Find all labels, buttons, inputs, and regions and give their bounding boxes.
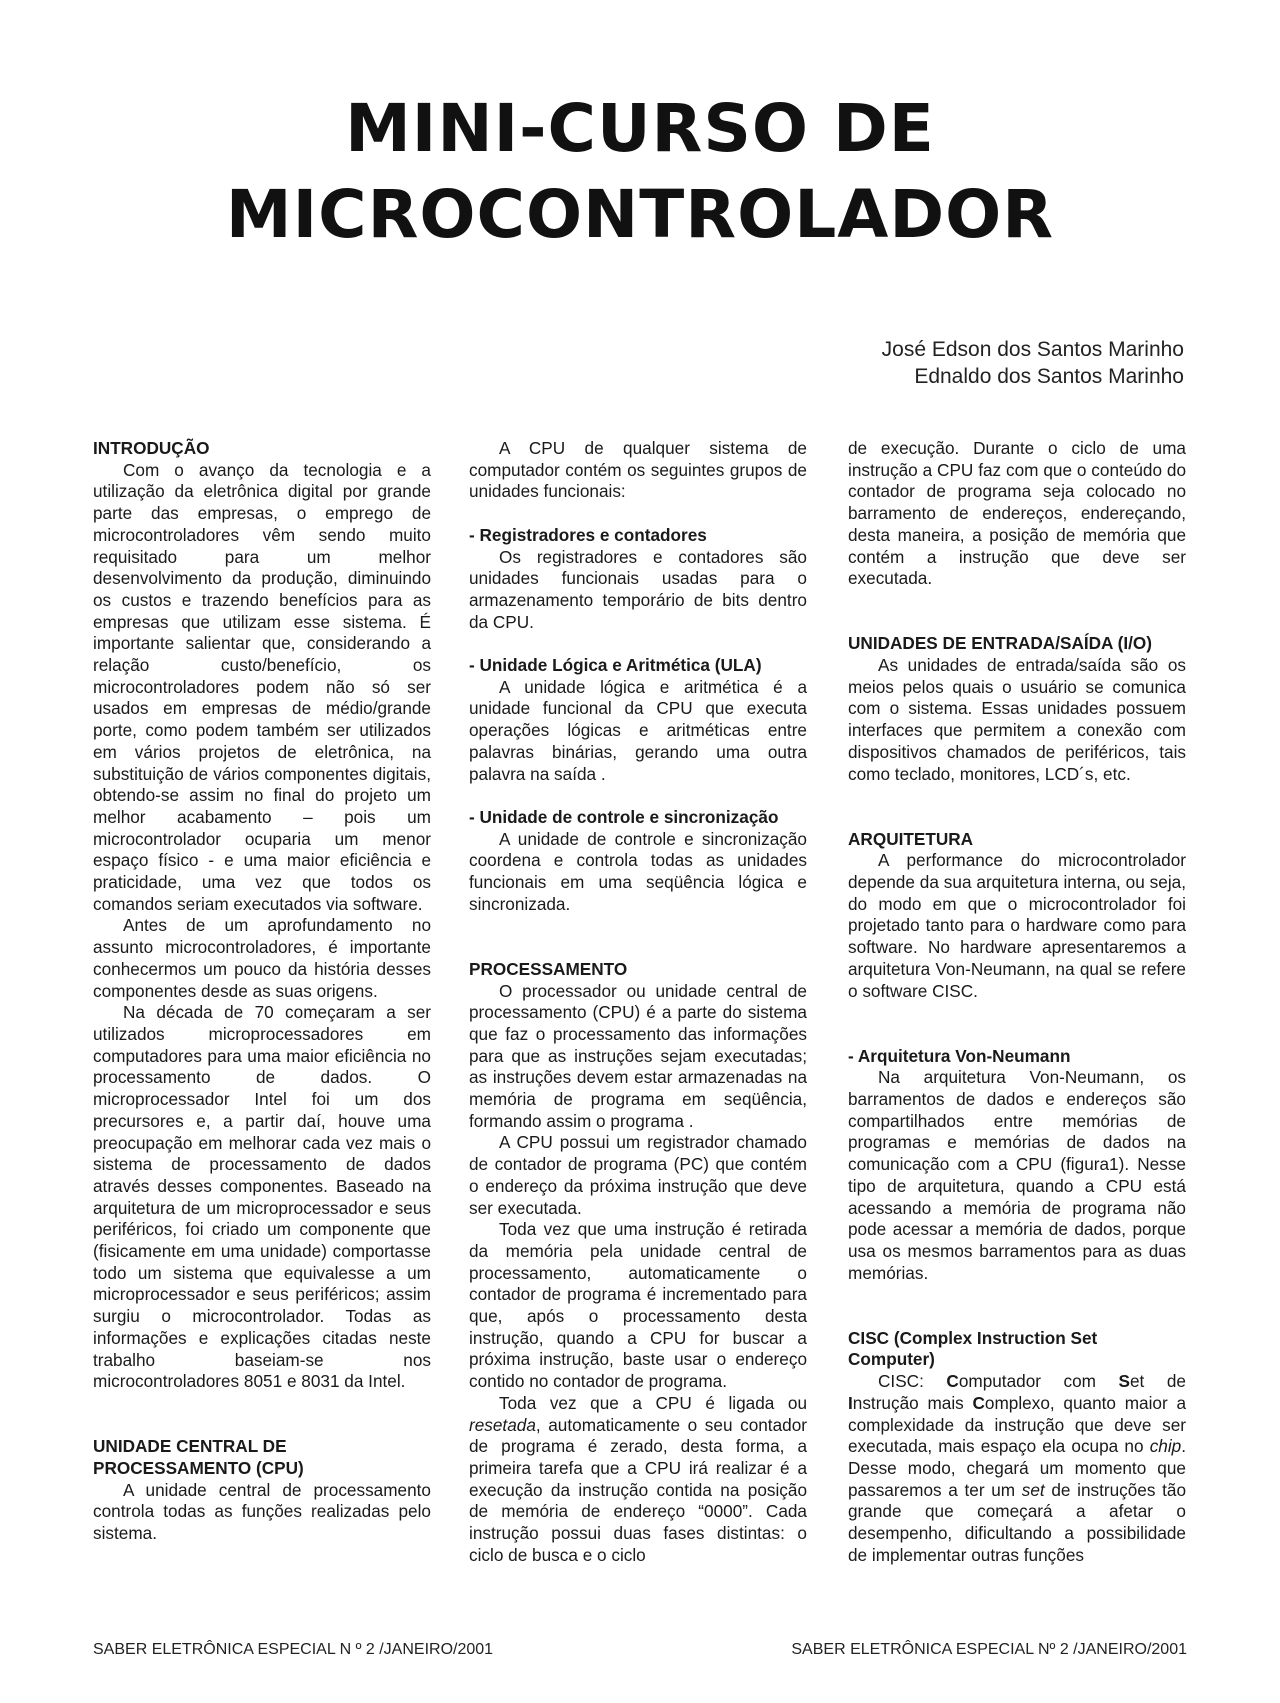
footer-left: SABER ELETRÔNICA ESPECIAL N º 2 /JANEIRO/2001	[93, 1641, 494, 1658]
author-2: Ednaldo dos Santos Marinho	[914, 365, 1184, 388]
section-heading-processamento: PROCESSAMENTO	[469, 958, 628, 979]
footer-right: SABER ELETRÔNICA ESPECIAL Nº 2 /JANEIRO/2001	[791, 1641, 1187, 1658]
paragraph: CISC: Computador com Set de Instrução mais Complexo, quanto maior a complexidade da instrução que deve ser executada, mais espaço ela ocupa no chip. Desse modo, chegará um momento que passaremos a ter um set de instruções tão grande que começará a afetar o desempenho, dificultando a possibilidade de implementar outras funções	[848, 1371, 1187, 1565]
heading-line: PROCESSAMENTO (CPU)	[93, 1458, 304, 1479]
section-heading-entrada-saida: UNIDADES DE ENTRADA/SAÍDA (I/O)	[848, 633, 1152, 654]
heading-line: Computer)	[848, 1349, 935, 1370]
column-3	[848, 438, 1186, 1567]
paragraph-continued: de execução. Durante o ciclo de uma instrução a CPU faz com que o conteúdo do contador de programa seja colocado no barramento de endereços, endereçando, desta maneira, a posição de memória que contém a instrução que deve ser executada.	[848, 438, 1186, 589]
subsection-heading-von-neumann: - Arquitetura Von-Neumann	[848, 1045, 1071, 1066]
paragraph: Toda vez que a CPU é ligada ou resetada, automaticamente o seu contador de programa é zerado, desta forma, a primeira tarefa que a CPU irá realizar é a execução da instrução contida na posição de memória de endereço “0000”. Cada instrução possui duas fases distintas: o ciclo de busca e o ciclo	[469, 1392, 807, 1565]
paragraph: Os registradores e contadores são unidades funcionais usadas para o armazenamento temporário de bits dentro da CPU.	[469, 546, 807, 632]
section-heading-arquitetura: ARQUITETURA	[848, 828, 974, 849]
paragraph: A performance do microcontrolador depende da sua arquitetura interna, ou seja, do modo em que o microcontrolador foi projetado tanto para o hardware como para software. No hardware apresentaremos a arquitetura Von-Neumann, na qual se refere o software CISC.	[848, 850, 1186, 1001]
paragraph: Antes de um aprofundamento no assunto microcontroladores, é importante conhecermos um pouco da história desses componentes desde as suas origens.	[93, 915, 431, 1001]
paragraph: Na arquitetura Von-Neumann, os barramentos de dados e endereços são compartilhados entre memórias de programas e memórias de dados na comunicação com a CPU (figura1). Nesse tipo de arquitetura, quando a CPU está acessando a memória de programa não pode acessar a memória de dados, porque usa os mesmos barramentos para as duas memórias.	[848, 1067, 1186, 1283]
paragraph: A CPU de qualquer sistema de computador contém os seguintes grupos de unidades funcionais:	[469, 438, 807, 502]
heading-line: UNIDADE CENTRAL DE	[93, 1436, 287, 1457]
section-heading-introducao: INTRODUÇÃO	[93, 438, 210, 458]
subsection-heading-controle: - Unidade de controle e sincronização	[469, 806, 779, 827]
paragraph: A unidade central de processamento controla todas as funções realizadas pelo sistema.	[93, 1479, 431, 1544]
title-line-2: MICROCONTROLADOR	[225, 176, 1055, 253]
paragraph: Toda vez que uma instrução é retirada da memória pela unidade central de processamento, automaticamente o contador de programa é incrementado para que, após o processamento desta instrução, quando a CPU for buscar a próxima instrução, baste usar o endereço contido no contador de programa.	[469, 1219, 807, 1392]
section-heading-cisc	[848, 1328, 1186, 1371]
italic-term: set	[1021, 1479, 1045, 1500]
author-list	[882, 336, 1184, 390]
author-1: José Edson dos Santos Marinho	[881, 338, 1184, 361]
paragraph: Na década de 70 começaram a ser utilizados microprocessadores em computadores para uma maior eficiência no processamento de dados. O microprocessador Intel foi um dos precursores e, a partir daí, houve uma preocupação em melhorar cada vez mais o sistema de processamento de dados através desses componentes. Baseado na arquitetura de um microprocessador e seus periféricos, foi criado um componente que (fisicamente em uma unidade) comportasse todo um sistema que equivalesse a um microprocessador e seus periféricos; assim surgiu o microcontrolador. Todas as informações e explicações citadas neste trabalho baseiam-se nos microcontroladores 8051 e 8031 da Intel.	[93, 1002, 431, 1392]
italic-term: resetada	[469, 1414, 536, 1435]
italic-term: chip	[1149, 1436, 1182, 1457]
paragraph: A CPU possui um registrador chamado de contador de programa (PC) que contém o endereço da próxima instrução que deve ser executada.	[469, 1132, 807, 1218]
paragraph: A unidade de controle e sincronização coordena e controla todas as unidades funcionais em uma seqüência lógica e sincronizada.	[469, 828, 807, 914]
paragraph: Com o avanço da tecnologia e a utilização da eletrônica digital por grande parte das empresas, o emprego de microcontroladores vêm sendo muito requisitado para um melhor desenvolvimento da produção, diminuindo os custos e trazendo benefícios para as empresas que utilizam esse sistema. É importante salientar que, considerando a relação custo/benefício, os microcontroladores podem não só ser usados em empresas de médio/grande porte, como podem também ser utilizados em vários projetos de eletrônica, na substituição de vários componentes digitais, obtendo-se assim no final do projeto um melhor acabamento – pois um microcontrolador ocuparia um menor espaço físico - e uma maior eficiência e praticidade, uma vez que todos os comandos seriam executados via software.	[93, 459, 431, 914]
paragraph: A unidade lógica e aritmética é a unidade funcional da CPU que executa operações lógicas e aritméticas entre palavras binárias, gerando uma outra palavra na saída .	[469, 676, 807, 784]
paragraph: As unidades de entrada/saída são os meios pelos quais o usuário se comunica com o sistema. Essas unidades possuem interfaces que permitem a conexão com dispositivos chamados de periféricos, tais como teclado, monitores, LCD´s, etc.	[848, 655, 1186, 784]
paragraph: O processador ou unidade central de processamento (CPU) é a parte do sistema que faz o processamento das informações para que as instruções sejam executadas; as instruções devem estar armazenadas na memória de programa em seqüência, formando assim o programa .	[469, 980, 807, 1131]
subsection-heading-ula: - Unidade Lógica e Aritmética (ULA)	[469, 655, 762, 675]
section-heading-cpu	[93, 1436, 431, 1479]
column-2	[469, 438, 807, 1567]
heading-line: CISC (Complex Instruction Set	[848, 1327, 1098, 1348]
title-line-1: MINI-CURSO DE	[345, 90, 935, 167]
subsection-heading-registradores: - Registradores e contadores	[469, 524, 707, 545]
article-title	[0, 86, 1280, 258]
column-1	[93, 438, 431, 1545]
